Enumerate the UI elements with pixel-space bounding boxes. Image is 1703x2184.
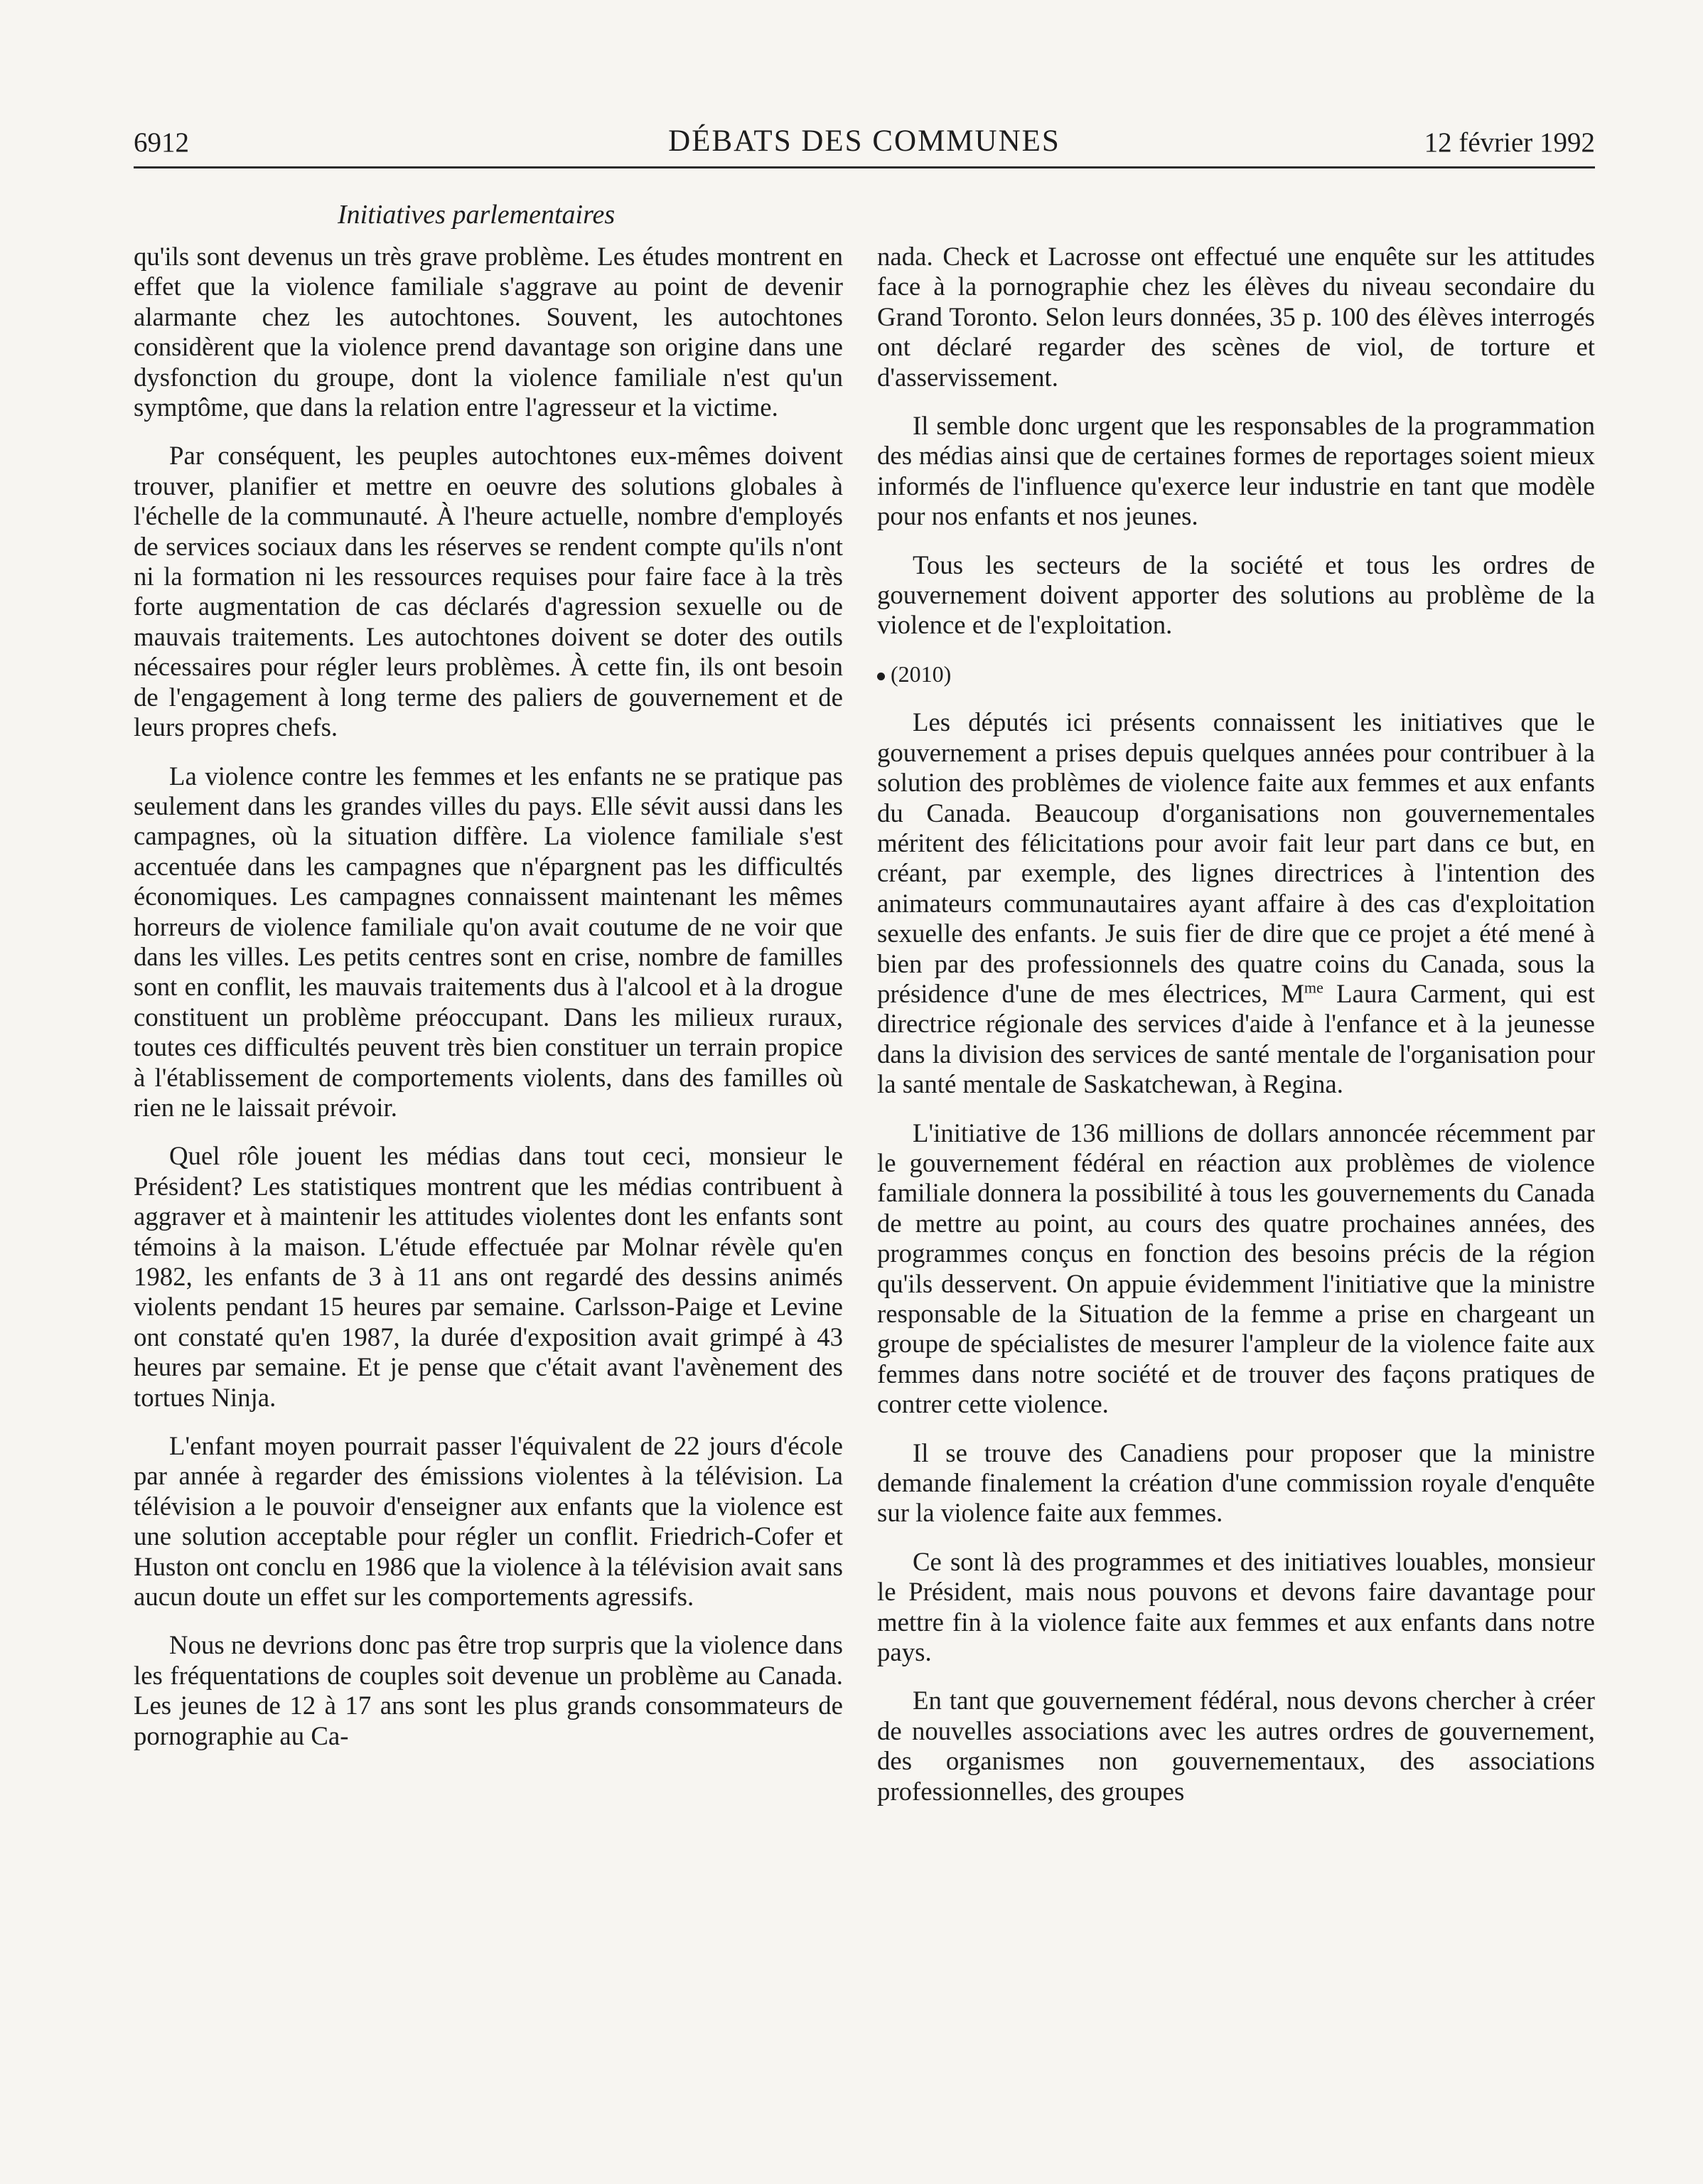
paragraph: Par conséquent, les peuples autochtones eux-mêmes doivent trouver, planifier et mettre en oeuvre des solutions globales à l'échelle de la communauté. À l'heure actuelle, nombre d'employés de services sociaux dans les réserves se rendent compte qu'ils n'ont ni la formation ni les ressources requises pour faire face à la très forte augmentation de cas déclarés d'agression sexuelle ou de mauvais traitements. Les autochtones doivent se doter des outils nécessaires pour régler leurs problèmes. À cette fin, ils ont besoin de l'engagement à long terme des paliers de gouvernement et de leurs propres chefs.	[134, 441, 843, 742]
paragraph: L'initiative de 136 millions de dollars annoncée récemment par le gouvernement fédéral en réaction aux problèmes de violence familiale donnera la possibilité à tous les gouvernements du Canada de mettre au point, au cours des quatre prochaines années, des programmes conçus en fonction des besoins précis de la région qu'ils desservent. On appuie évidemment l'initiative que la ministre responsable de la Situation de la femme a prise en chargeant un groupe de spécialistes de mesurer l'ampleur de la violence faite aux femmes dans notre société et de trouver des façons pratiques de contrer cette violence.	[877, 1118, 1595, 1419]
paragraph: nada. Check et Lacrosse ont effectué une enquête sur les attitudes face à la pornographie chez les élèves du niveau secondaire du Grand Toronto. Selon leurs données, 35 p. 100 des élèves interrogés ont déclaré regarder des scènes de viol, de torture et d'asservissement.	[877, 242, 1595, 392]
page-number: 6912	[134, 127, 189, 158]
page-header	[134, 124, 1595, 166]
paragraph: Quel rôle jouent les médias dans tout ceci, monsieur le Président? Les statistiques montrent que les médias contribuent à aggraver et à maintenir les attitudes violentes dont les enfants sont témoins à la maison. L'étude effectuée par Molnar révèle qu'en 1982, les enfants de 3 à 11 ans ont regardé des dessins animés violents pendant 15 heures par semaine. Carlsson-Paige et Levine ont constaté qu'en 1987, la durée d'exposition avait grimpé à 43 heures par semaine. Et je pense que c'était avant l'avènement des tortues Ninja.	[134, 1141, 843, 1412]
paragraph: Il semble donc urgent que les responsables de la programmation des médias ainsi que de certaines formes de reportages soient mieux informés de l'influence qu'exerce leur industrie en tant que modèle pour nos enfants et nos jeunes.	[877, 411, 1595, 531]
paragraph: Il se trouve des Canadiens pour proposer que la ministre demande finalement la création d'une commission royale d'enquête sur la violence faite aux femmes.	[877, 1438, 1595, 1528]
time-marker	[877, 659, 1595, 689]
paragraph: L'enfant moyen pourrait passer l'équivalent de 22 jours d'école par année à regarder des émissions violentes à la télévision. La télévision a le pouvoir d'enseigner aux enfants que la violence est une solution acceptable pour régler un conflit. Friedrich-Cofer et Huston ont conclu en 1986 que la violence à la télévision avait sans aucun doute un effet sur les comportements agressifs.	[134, 1431, 843, 1612]
paragraph: Nous ne devrions donc pas être trop surpris que la violence dans les fréquentations de couples soit devenue un problème au Canada. Les jeunes de 12 à 17 ans sont les plus grands consommateurs de pornographie au Ca-	[134, 1630, 843, 1750]
paragraph	[877, 707, 1595, 1099]
section-title: Initiatives parlementaires	[338, 200, 616, 230]
time-marker-text: (2010)	[891, 660, 952, 687]
paragraph: Ce sont là des programmes et des initiatives louables, monsieur le Président, mais nous pouvons et devons faire davantage pour mettre fin à la violence faite aux femmes et aux enfants dans notre pays.	[877, 1546, 1595, 1667]
right-column	[877, 242, 1595, 1825]
bullet-icon	[877, 673, 885, 680]
header-rule	[134, 166, 1595, 168]
publication-date: 12 février 1992	[1424, 127, 1595, 158]
publication-title: DÉBATS DES COMMUNES	[668, 124, 1060, 158]
paragraph: qu'ils sont devenus un très grave problème. Les études montrent en effet que la violence familiale s'aggrave au point de devenir alarmante chez les autochtones. Souvent, les autochtones considèrent que la violence prend davantage son origine dans une dysfonction du groupe, dont la violence familiale n'est qu'un symptôme, que dans la relation entre l'agresseur et la victime.	[134, 242, 843, 422]
paragraph-text: Laura Carment, qui est directrice régionale des services d'aide à l'enfance et à la jeunesse dans la division des services de santé mentale de l'organisation pour la santé mentale de Saskatchewan, à Regina.	[877, 978, 1595, 1099]
paragraph: Tous les secteurs de la société et tous les ordres de gouvernement doivent apporter des solutions au problème de la violence et de l'exploitation.	[877, 550, 1595, 640]
paragraph: La violence contre les femmes et les enfants ne se pratique pas seulement dans les grandes villes du pays. Elle sévit aussi dans les campagnes, où la situation diffère. La violence familiale s'est accentuée dans les campagnes que n'épargnent pas les difficultés économiques. Les campagnes connaissent maintenant les mêmes horreurs de violence familiale qu'on avait coutume de ne voir que dans les villes. Les petits centres sont en crise, nombre de familles sont en conflit, les mauvais traitements dus à l'alcool et à la drogue constituent un problème préoccupant. Dans les milieux ruraux, toutes ces difficultés peuvent très bien constituer un terrain propice à l'établissement de comportements violents, dans des familles où rien ne le laissait prévoir.	[134, 761, 843, 1122]
paragraph: En tant que gouvernement fédéral, nous devons chercher à créer de nouvelles associations avec les autres ordres de gouvernement, des organismes non gouvernementaux, des associations professionnelles, des groupes	[877, 1686, 1595, 1806]
left-column	[134, 242, 843, 1770]
paragraph-text: Les députés ici présents connaissent les initiatives que le gouvernement a prises depuis quelques années pour contribuer à la solution des problèmes de violence faite aux femmes et aux enfants du Canada. Beaucoup d'organisations non gouvernementales méritent des félicitations pour avoir fait leur part dans ce but, en créant, par exemple, des lignes directrices à l'intention des animateurs communautaires ayant affaire à des cas d'exploitation sexuelle des enfants. Je suis fier de dire que ce projet a été mené à bien par des professionnels des quatre coins du Canada, sous la présidence d'une de mes électrices, M	[877, 707, 1595, 1008]
superscript: me	[1304, 978, 1323, 997]
